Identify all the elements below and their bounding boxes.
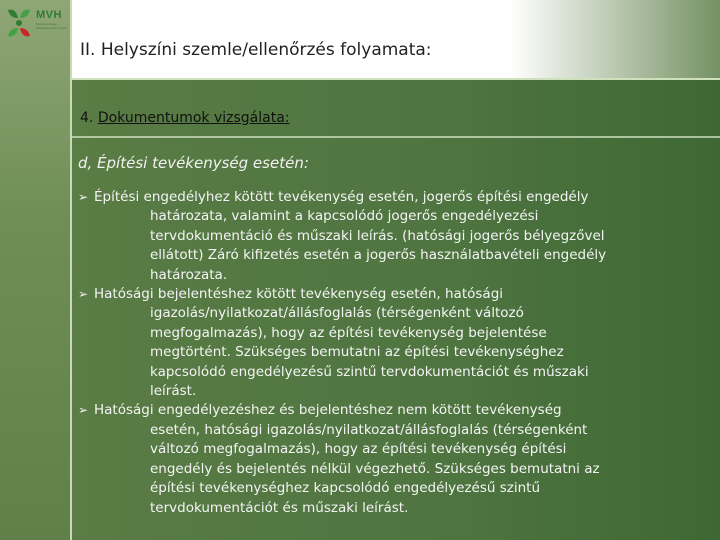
page-title: II. Helyszíni szemle/ellenőrzés folyamata: bbox=[80, 40, 432, 60]
bullet-line: tervdokumentációt és műszaki leírást. bbox=[150, 499, 409, 516]
left-strip bbox=[0, 0, 70, 540]
bullet-line: esetén, hatósági igazolás/nyilatkozat/állásfoglalás (térségenként bbox=[150, 421, 588, 438]
mvh-logo bbox=[4, 6, 70, 46]
logo-subtitle: Mezőgazdasági Vidékfejlesztési Hivatal bbox=[36, 22, 67, 30]
arrow-bullet-icon: ➢ bbox=[78, 190, 89, 204]
section-label: Dokumentumok vizsgálata: bbox=[97, 110, 290, 126]
leaf-logo-icon bbox=[4, 6, 34, 40]
arrow-bullet-icon: ➢ bbox=[78, 403, 89, 418]
bullet-item bbox=[78, 401, 638, 517]
header-divider bbox=[70, 78, 720, 80]
bullet-line: ellátott) Záró kifizetés esetén a jogerős használatbavételi engedély bbox=[150, 247, 607, 264]
bullet-line: változó megfogalmazás), hogy az építési tevékenység építési bbox=[150, 441, 567, 458]
section-number: 4. bbox=[80, 110, 94, 126]
bullet-item bbox=[78, 285, 638, 401]
subsection-heading: d, Építési tevékenység esetén: bbox=[78, 154, 309, 172]
arrow-bullet-icon: ➢ bbox=[78, 287, 89, 302]
bullet-item bbox=[78, 188, 638, 285]
bullet-first-line: Építési engedélyhez kötött tevékenység esetén, jogerős építési engedély bbox=[94, 189, 589, 205]
bullet-line: igazolás/nyilatkozat/állásfoglalás (térségenként változó bbox=[150, 305, 524, 322]
bullet-line: megfogalmazás), hogy az építési tevékenység bejelentése bbox=[150, 324, 547, 341]
logo-text: MVH bbox=[36, 9, 62, 21]
vertical-divider bbox=[70, 0, 72, 540]
bullet-line: engedély és bejelentés nélkül végezhető. Szükséges bemutatni az bbox=[150, 460, 600, 477]
bullet-line: leírást. bbox=[150, 383, 197, 400]
bullet-line: megtörtént. Szükséges bemutatni az építési tevékenységhez bbox=[150, 344, 564, 361]
bullet-line: határozata. bbox=[150, 266, 228, 283]
bullet-first-line: Hatósági engedélyezéshez és bejelentéshez nem kötött tevékenység bbox=[94, 402, 562, 419]
bullet-line: építési tevékenységhez kapcsolódó engedélyezésű szintű bbox=[150, 480, 541, 497]
bullet-first-line: Hatósági bejelentéshez kötött tevékenység esetén, hatósági bbox=[94, 286, 504, 303]
bullet-line: kapcsolódó engedélyezésű szintű tervdokumentációt és műszaki bbox=[150, 363, 589, 380]
bullet-line: határozata, valamint a kapcsolódó jogerős engedélyezési bbox=[150, 208, 539, 225]
section-divider bbox=[70, 136, 720, 138]
bullet-line: tervdokumentáció és műszaki leírás. (hatósági jogerős bélyegzővel bbox=[150, 227, 605, 244]
bullet-list bbox=[78, 188, 638, 518]
section-heading bbox=[80, 110, 290, 126]
